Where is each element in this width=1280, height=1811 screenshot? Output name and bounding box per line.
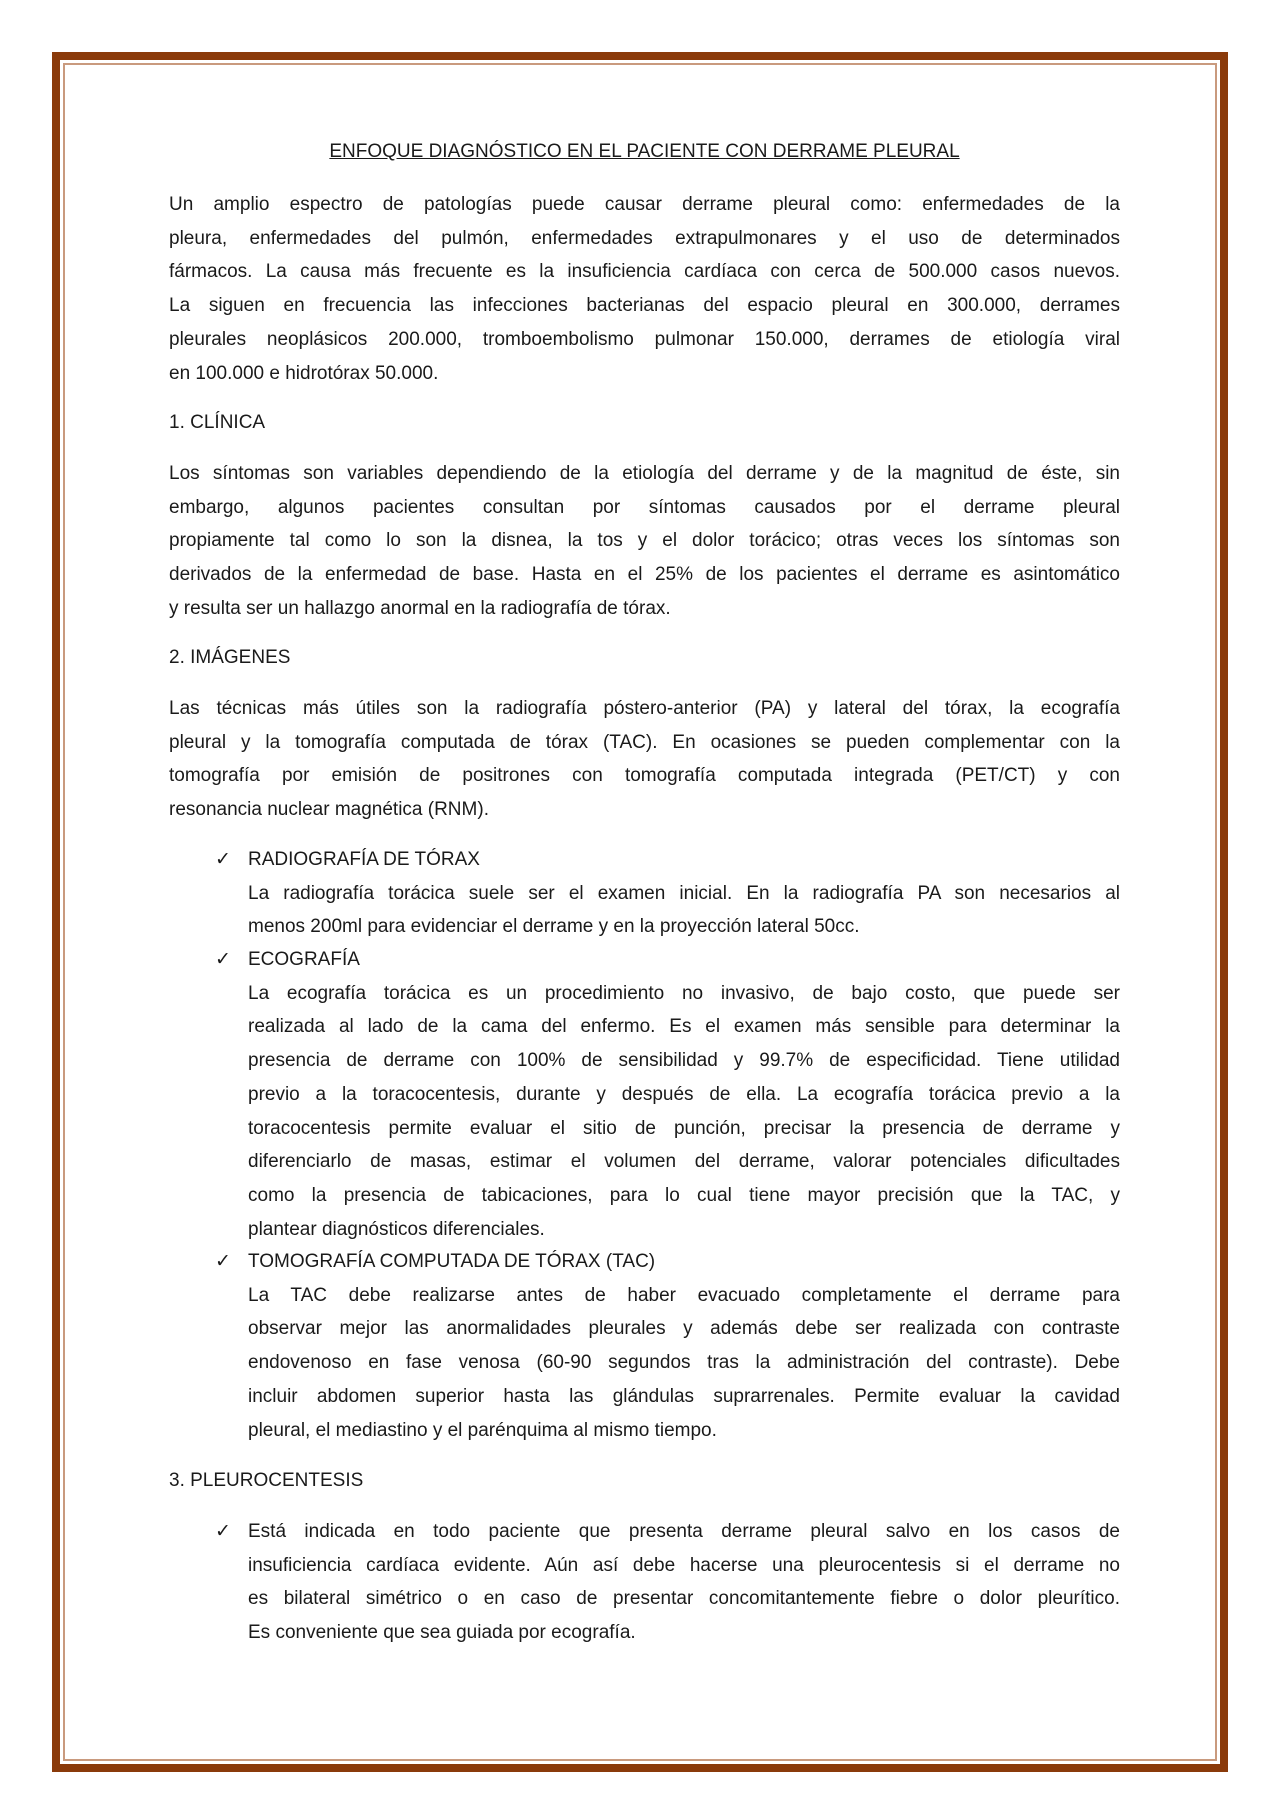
paragraph-line: y resulta ser un hallazgo anormal en la radiografía de tórax. [169, 597, 671, 619]
paragraph-line: diferenciarlo de masas, estimar el volumen del derrame, valorar potenciales dificultades [248, 1151, 1120, 1173]
checkmark-icon: ✓ [215, 1251, 231, 1272]
paragraph-line: pleural, el mediastino y el parénquima al mismo tiempo. [248, 1419, 717, 1441]
checkmark-icon: ✓ [215, 949, 231, 970]
paragraph-line: La radiografía torácica suele ser el examen inicial. En la radiografía PA son necesarios al [248, 882, 1120, 904]
paragraph-line: Es conveniente que sea guiada por ecografía. [248, 1622, 636, 1644]
paragraph-line: pleurales neoplásicos 200.000, tromboembolismo pulmonar 150.000, derrames de etiología viral [169, 328, 1120, 350]
paragraph-line: menos 200ml para evidenciar el derrame y en la proyección lateral 50cc. [248, 916, 860, 938]
paragraph-line: es bilateral simétrico o en caso de presentar concomitantemente fiebre o dolor pleurítico. [248, 1588, 1120, 1610]
paragraph-line: presencia de derrame con 100% de sensibilidad y 99.7% de especificidad. Tiene utilidad [248, 1050, 1120, 1072]
list-item-heading: RADIOGRAFÍA DE TÓRAX [248, 849, 480, 870]
section-heading-imagenes: 2. IMÁGENES [169, 647, 291, 668]
paragraph-line: previo a la toracocentesis, durante y después de ella. La ecografía torácica previo a la [248, 1083, 1120, 1105]
document-title: ENFOQUE DIAGNÓSTICO EN EL PACIENTE CON DERRAME PLEURAL [329, 141, 960, 162]
paragraph-line: embargo, algunos pacientes consultan por síntomas causados por el derrame pleural [169, 496, 1120, 518]
section-heading-pleurocentesis: 3. PLEUROCENTESIS [169, 1470, 364, 1491]
paragraph-line: incluir abdomen superior hasta las glándulas suprarrenales. Permite evaluar la cavidad [248, 1385, 1120, 1407]
paragraph-line: resonancia nuclear magnética (RNM). [169, 799, 489, 821]
checkmark-icon: ✓ [215, 1521, 231, 1542]
paragraph-line: Un amplio espectro de patologías puede causar derrame pleural como: enfermedades de la [169, 194, 1120, 215]
paragraph-line: derivados de la enfermedad de base. Hasta en el 25% de los pacientes el derrame es asintomático [169, 564, 1120, 586]
paragraph-line: tomografía por emisión de positrones con tomografía computada integrada (PET/CT) y con [169, 765, 1120, 787]
paragraph-line: Está indicada en todo paciente que presenta derrame pleural salvo en los casos de [248, 1521, 1120, 1542]
paragraph-line: como la presencia de tabicaciones, para lo cual tiene mayor precisión que la TAC, y [248, 1184, 1120, 1206]
paragraph-line: realizada al lado de la cama del enfermo. Es el examen más sensible para determinar la [248, 1016, 1120, 1038]
paragraph-line: La TAC debe realizarse antes de haber evacuado completamente el derrame para [248, 1284, 1120, 1306]
paragraph-line: en 100.000 e hidrotórax 50.000. [169, 362, 439, 384]
paragraph-line: propiamente tal como lo son la disnea, la tos y el dolor torácico; otras veces los síntomas son [169, 530, 1120, 552]
paragraph-line: pleura, enfermedades del pulmón, enfermedades extrapulmonares y el uso de determinados [169, 227, 1120, 249]
list-item-heading: ECOGRAFÍA [248, 949, 360, 970]
list-item-heading: TOMOGRAFÍA COMPUTADA DE TÓRAX (TAC) [248, 1251, 656, 1272]
paragraph-line: La ecografía torácica es un procedimiento no invasivo, de bajo costo, que puede ser [248, 982, 1120, 1004]
paragraph-line: endovenoso en fase venosa (60-90 segundos tras la administración del contraste). Debe [248, 1352, 1120, 1374]
section-heading-clinica: 1. CLÍNICA [169, 412, 266, 433]
paragraph-line: Los síntomas son variables dependiendo de la etiología del derrame y de la magnitud de éste, sin [169, 463, 1120, 484]
paragraph-line: plantear diagnósticos diferenciales. [248, 1218, 545, 1240]
paragraph-line: pleural y la tomografía computada de tórax (TAC). En ocasiones se pueden complementar con la [169, 731, 1120, 753]
paragraph-line: fármacos. La causa más frecuente es la insuficiencia cardíaca con cerca de 500.000 casos nuevos. [169, 261, 1120, 283]
paragraph-line: La siguen en frecuencia las infecciones bacterianas del espacio pleural en 300.000, derrames [169, 295, 1120, 317]
paragraph-line: Las técnicas más útiles son la radiografía póstero-anterior (PA) y lateral del tórax, la ecografía [169, 698, 1120, 719]
paragraph-line: toracocentesis permite evaluar el sitio de punción, precisar la presencia de derrame y [248, 1117, 1120, 1139]
checkmark-icon: ✓ [215, 849, 231, 870]
paragraph-line: insuficiencia cardíaca evidente. Aún así debe hacerse una pleurocentesis si el derrame no [248, 1554, 1120, 1576]
paragraph-line: observar mejor las anormalidades pleurales y además debe ser realizada con contraste [248, 1318, 1120, 1340]
